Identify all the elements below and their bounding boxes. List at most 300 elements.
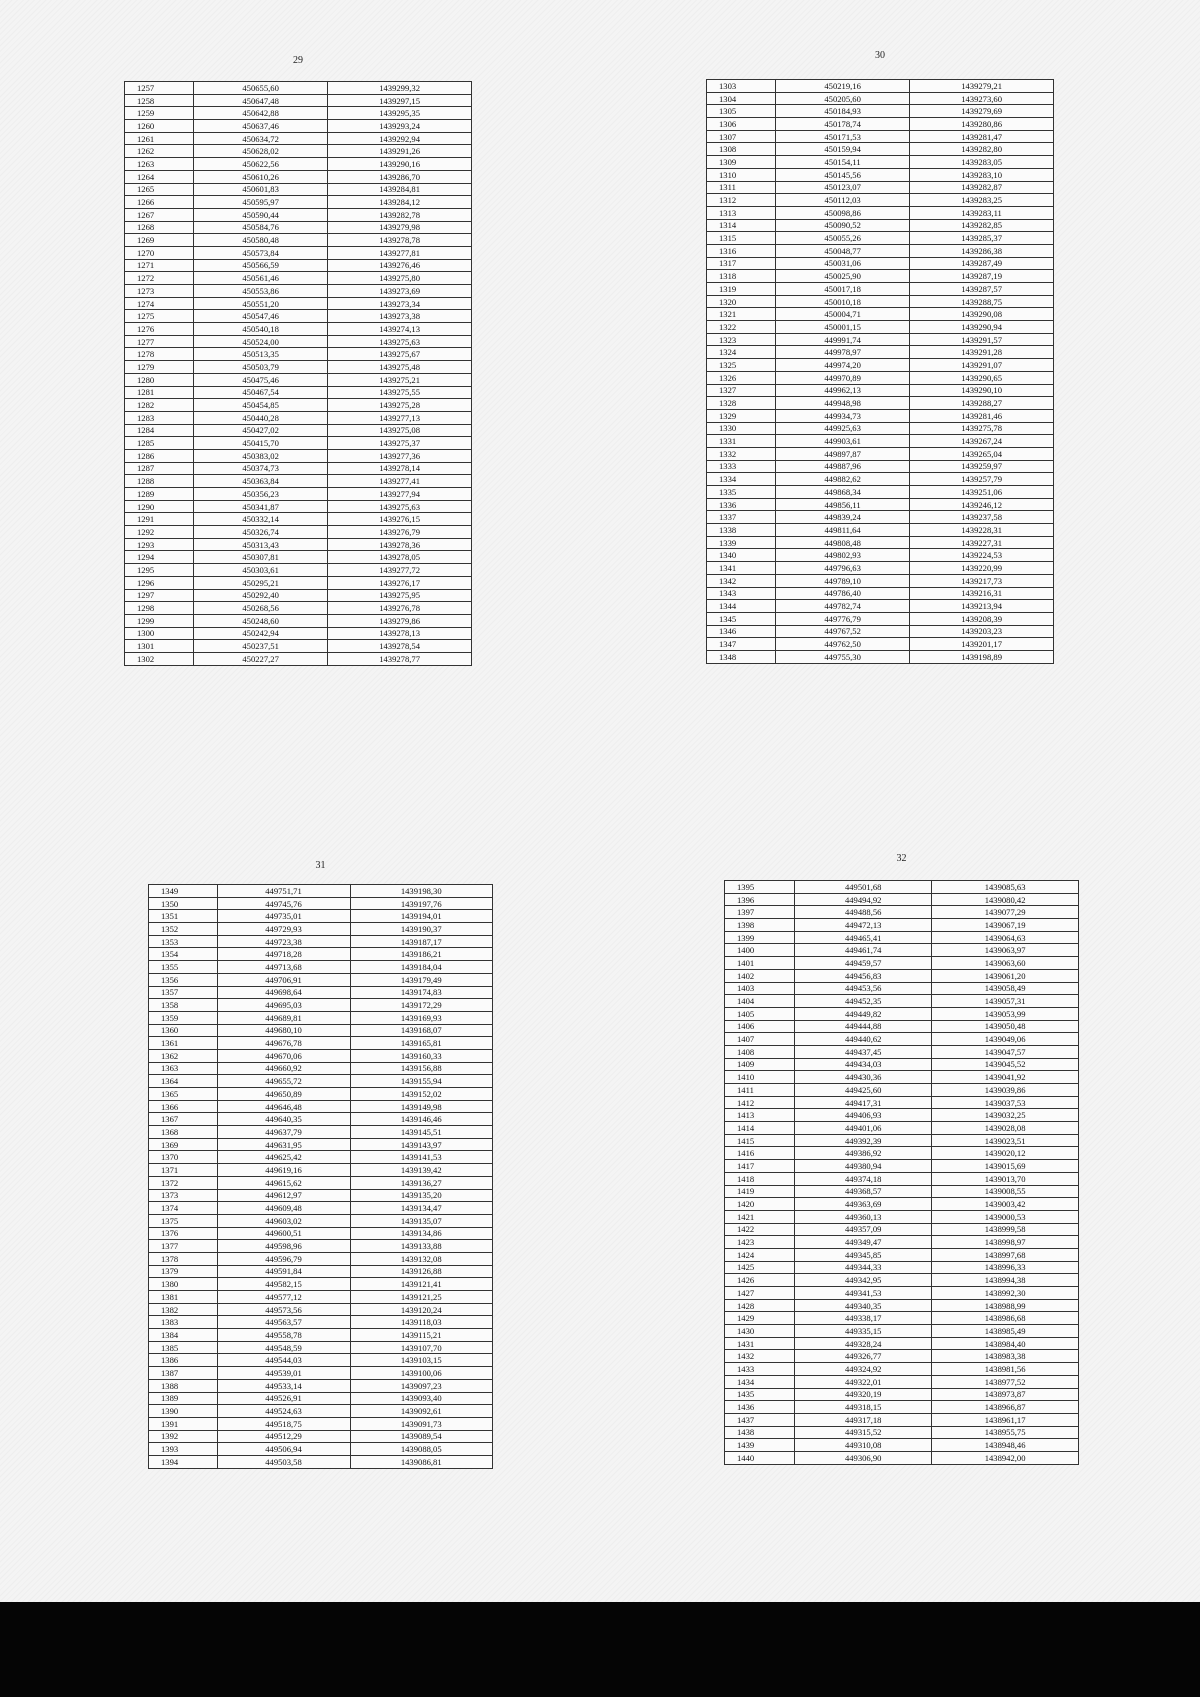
y-coordinate-cell: 1439290,16 xyxy=(328,158,472,171)
point-number-cell: 1351 xyxy=(149,910,218,923)
table-row xyxy=(149,1049,493,1062)
y-coordinate-cell: 1438981,56 xyxy=(932,1363,1079,1376)
x-coordinate-cell: 449452,35 xyxy=(795,995,932,1008)
point-number-cell: 1430 xyxy=(725,1325,795,1338)
y-coordinate-cell: 1439275,28 xyxy=(328,399,472,412)
y-coordinate-cell: 1439013,70 xyxy=(932,1172,1079,1185)
table-row xyxy=(725,1210,1079,1223)
y-coordinate-cell: 1439279,98 xyxy=(328,221,472,234)
x-coordinate-cell: 449318,15 xyxy=(795,1401,932,1414)
y-coordinate-cell: 1439278,05 xyxy=(328,551,472,564)
x-coordinate-cell: 449461,74 xyxy=(795,944,932,957)
point-number-cell: 1435 xyxy=(725,1388,795,1401)
y-coordinate-cell: 1439286,70 xyxy=(328,170,472,183)
point-number-cell: 1275 xyxy=(125,310,194,323)
point-number-cell: 1432 xyxy=(725,1350,795,1363)
y-coordinate-cell: 1439220,99 xyxy=(910,562,1054,575)
point-number-cell: 1375 xyxy=(149,1214,218,1227)
table-row xyxy=(725,1439,1079,1452)
table-row xyxy=(125,132,472,145)
point-number-cell: 1358 xyxy=(149,999,218,1012)
x-coordinate-cell: 450415,70 xyxy=(194,437,328,450)
x-coordinate-cell: 450303,61 xyxy=(194,564,328,577)
y-coordinate-cell: 1439277,13 xyxy=(328,411,472,424)
x-coordinate-cell: 449494,92 xyxy=(795,893,932,906)
y-coordinate-cell: 1439097,23 xyxy=(350,1379,493,1392)
point-number-cell: 1415 xyxy=(725,1134,795,1147)
table-row xyxy=(149,1455,493,1468)
y-coordinate-cell: 1439000,53 xyxy=(932,1210,1079,1223)
y-coordinate-cell: 1439085,63 xyxy=(932,881,1079,894)
point-number-cell: 1374 xyxy=(149,1202,218,1215)
point-number-cell: 1310 xyxy=(707,168,776,181)
x-coordinate-cell: 449811,64 xyxy=(776,524,910,537)
table-row xyxy=(725,1261,1079,1274)
point-number-cell: 1372 xyxy=(149,1176,218,1189)
point-number-cell: 1391 xyxy=(149,1417,218,1430)
table-row xyxy=(725,1426,1079,1439)
y-coordinate-cell: 1439277,81 xyxy=(328,246,472,259)
x-coordinate-cell: 450145,56 xyxy=(776,168,910,181)
point-number-cell: 1311 xyxy=(707,181,776,194)
point-number-cell: 1378 xyxy=(149,1252,218,1265)
scan-border-bottom xyxy=(0,1602,1200,1697)
y-coordinate-cell: 1439115,21 xyxy=(350,1329,493,1342)
y-coordinate-cell: 1439274,13 xyxy=(328,323,472,336)
point-number-cell: 1298 xyxy=(125,602,194,615)
point-number-cell: 1400 xyxy=(725,944,795,957)
x-coordinate-cell: 449344,33 xyxy=(795,1261,932,1274)
point-number-cell: 1329 xyxy=(707,409,776,422)
x-coordinate-cell: 449437,45 xyxy=(795,1045,932,1058)
table-row xyxy=(149,1316,493,1329)
y-coordinate-cell: 1439237,58 xyxy=(910,511,1054,524)
point-number-cell: 1295 xyxy=(125,564,194,577)
y-coordinate-cell: 1439092,61 xyxy=(350,1405,493,1418)
y-coordinate-cell: 1439277,36 xyxy=(328,449,472,462)
point-number-cell: 1318 xyxy=(707,270,776,283)
x-coordinate-cell: 450513,35 xyxy=(194,348,328,361)
coordinates-table xyxy=(724,880,1079,1465)
table-row xyxy=(125,120,472,133)
point-number-cell: 1409 xyxy=(725,1058,795,1071)
table-row xyxy=(707,549,1054,562)
table-row xyxy=(149,1037,493,1050)
point-number-cell: 1376 xyxy=(149,1227,218,1240)
x-coordinate-cell: 450427,02 xyxy=(194,424,328,437)
x-coordinate-cell: 449380,94 xyxy=(795,1160,932,1173)
y-coordinate-cell: 1439089,54 xyxy=(350,1430,493,1443)
point-number-cell: 1285 xyxy=(125,437,194,450)
table-row xyxy=(707,156,1054,169)
table-row xyxy=(125,170,472,183)
y-coordinate-cell: 1439288,75 xyxy=(910,295,1054,308)
x-coordinate-cell: 450637,46 xyxy=(194,120,328,133)
point-number-cell: 1271 xyxy=(125,259,194,272)
point-number-cell: 1425 xyxy=(725,1261,795,1274)
y-coordinate-cell: 1439023,51 xyxy=(932,1134,1079,1147)
y-coordinate-cell: 1439149,98 xyxy=(350,1100,493,1113)
table-row xyxy=(125,462,472,475)
y-coordinate-cell: 1439198,30 xyxy=(350,885,493,898)
y-coordinate-cell: 1439291,07 xyxy=(910,359,1054,372)
y-coordinate-cell: 1439297,15 xyxy=(328,94,472,107)
point-number-cell: 1268 xyxy=(125,221,194,234)
y-coordinate-cell: 1439100,06 xyxy=(350,1367,493,1380)
table-row xyxy=(125,399,472,412)
table-row xyxy=(149,897,493,910)
y-coordinate-cell: 1439118,03 xyxy=(350,1316,493,1329)
table-row xyxy=(707,270,1054,283)
point-number-cell: 1282 xyxy=(125,399,194,412)
table-row xyxy=(149,1291,493,1304)
point-number-cell: 1413 xyxy=(725,1109,795,1122)
x-coordinate-cell: 449600,51 xyxy=(217,1227,350,1240)
table-row xyxy=(149,1329,493,1342)
table-row xyxy=(725,995,1079,1008)
point-number-cell: 1405 xyxy=(725,1007,795,1020)
x-coordinate-cell: 449796,63 xyxy=(776,562,910,575)
y-coordinate-cell: 1439276,15 xyxy=(328,513,472,526)
y-coordinate-cell: 1439287,49 xyxy=(910,257,1054,270)
x-coordinate-cell: 449524,63 xyxy=(217,1405,350,1418)
table-row xyxy=(707,181,1054,194)
point-number-cell: 1327 xyxy=(707,384,776,397)
table-row xyxy=(725,1020,1079,1033)
point-number-cell: 1388 xyxy=(149,1379,218,1392)
point-number-cell: 1266 xyxy=(125,196,194,209)
point-number-cell: 1342 xyxy=(707,574,776,587)
table-row xyxy=(149,986,493,999)
y-coordinate-cell: 1439132,08 xyxy=(350,1252,493,1265)
x-coordinate-cell: 450503,79 xyxy=(194,361,328,374)
x-coordinate-cell: 449640,35 xyxy=(217,1113,350,1126)
x-coordinate-cell: 449619,16 xyxy=(217,1164,350,1177)
point-number-cell: 1410 xyxy=(725,1071,795,1084)
point-number-cell: 1313 xyxy=(707,206,776,219)
point-number-cell: 1406 xyxy=(725,1020,795,1033)
point-number-cell: 1274 xyxy=(125,297,194,310)
x-coordinate-cell: 450610,26 xyxy=(194,170,328,183)
point-number-cell: 1301 xyxy=(125,640,194,653)
x-coordinate-cell: 449991,74 xyxy=(776,333,910,346)
point-number-cell: 1408 xyxy=(725,1045,795,1058)
x-coordinate-cell: 449363,69 xyxy=(795,1198,932,1211)
x-coordinate-cell: 449425,60 xyxy=(795,1084,932,1097)
table-row xyxy=(725,1198,1079,1211)
x-coordinate-cell: 449430,36 xyxy=(795,1071,932,1084)
table-row xyxy=(725,1274,1079,1287)
x-coordinate-cell: 450219,16 xyxy=(776,80,910,93)
coordinates-table xyxy=(706,79,1054,664)
x-coordinate-cell: 450010,18 xyxy=(776,295,910,308)
point-number-cell: 1362 xyxy=(149,1049,218,1062)
y-coordinate-cell: 1438999,58 xyxy=(932,1223,1079,1236)
x-coordinate-cell: 450628,02 xyxy=(194,145,328,158)
y-coordinate-cell: 1439285,37 xyxy=(910,232,1054,245)
table-row xyxy=(125,488,472,501)
table-row xyxy=(707,371,1054,384)
point-number-cell: 1280 xyxy=(125,373,194,386)
table-row xyxy=(125,107,472,120)
point-number-cell: 1360 xyxy=(149,1024,218,1037)
x-coordinate-cell: 449625,42 xyxy=(217,1151,350,1164)
point-number-cell: 1276 xyxy=(125,323,194,336)
y-coordinate-cell: 1439286,38 xyxy=(910,244,1054,257)
point-number-cell: 1291 xyxy=(125,513,194,526)
point-number-cell: 1269 xyxy=(125,234,194,247)
x-coordinate-cell: 450178,74 xyxy=(776,118,910,131)
x-coordinate-cell: 449612,97 xyxy=(217,1189,350,1202)
y-coordinate-cell: 1438973,87 xyxy=(932,1388,1079,1401)
y-coordinate-cell: 1438961,17 xyxy=(932,1413,1079,1426)
point-number-cell: 1262 xyxy=(125,145,194,158)
point-number-cell: 1352 xyxy=(149,923,218,936)
y-coordinate-cell: 1439037,53 xyxy=(932,1096,1079,1109)
x-coordinate-cell: 449401,06 xyxy=(795,1122,932,1135)
point-number-cell: 1300 xyxy=(125,627,194,640)
x-coordinate-cell: 450383,02 xyxy=(194,449,328,462)
y-coordinate-cell: 1439224,53 xyxy=(910,549,1054,562)
table-row xyxy=(707,130,1054,143)
x-coordinate-cell: 449856,11 xyxy=(776,498,910,511)
point-number-cell: 1281 xyxy=(125,386,194,399)
y-coordinate-cell: 1439160,33 xyxy=(350,1049,493,1062)
table-row xyxy=(149,935,493,948)
table-row xyxy=(725,1007,1079,1020)
y-coordinate-cell: 1438977,52 xyxy=(932,1375,1079,1388)
point-number-cell: 1407 xyxy=(725,1033,795,1046)
x-coordinate-cell: 449582,15 xyxy=(217,1278,350,1291)
table-row xyxy=(725,1122,1079,1135)
y-coordinate-cell: 1438986,68 xyxy=(932,1312,1079,1325)
x-coordinate-cell: 450292,40 xyxy=(194,589,328,602)
point-number-cell: 1402 xyxy=(725,969,795,982)
point-number-cell: 1326 xyxy=(707,371,776,384)
table-row xyxy=(707,333,1054,346)
y-coordinate-cell: 1439275,63 xyxy=(328,335,472,348)
x-coordinate-cell: 449925,63 xyxy=(776,422,910,435)
point-number-cell: 1296 xyxy=(125,576,194,589)
x-coordinate-cell: 450248,60 xyxy=(194,614,328,627)
table-row xyxy=(707,587,1054,600)
point-number-cell: 1419 xyxy=(725,1185,795,1198)
point-number-cell: 1367 xyxy=(149,1113,218,1126)
y-coordinate-cell: 1439227,31 xyxy=(910,536,1054,549)
table-row xyxy=(707,498,1054,511)
x-coordinate-cell: 450184,93 xyxy=(776,105,910,118)
x-coordinate-cell: 449762,50 xyxy=(776,638,910,651)
point-number-cell: 1290 xyxy=(125,500,194,513)
point-number-cell: 1411 xyxy=(725,1084,795,1097)
point-number-cell: 1421 xyxy=(725,1210,795,1223)
x-coordinate-cell: 449544,03 xyxy=(217,1354,350,1367)
point-number-cell: 1294 xyxy=(125,551,194,564)
y-coordinate-cell: 1439041,92 xyxy=(932,1071,1079,1084)
y-coordinate-cell: 1439259,97 xyxy=(910,460,1054,473)
point-number-cell: 1321 xyxy=(707,308,776,321)
point-number-cell: 1277 xyxy=(125,335,194,348)
table-row xyxy=(707,168,1054,181)
point-number-cell: 1440 xyxy=(725,1451,795,1464)
point-number-cell: 1260 xyxy=(125,120,194,133)
x-coordinate-cell: 450580,48 xyxy=(194,234,328,247)
table-row xyxy=(725,1071,1079,1084)
y-coordinate-cell: 1439275,80 xyxy=(328,272,472,285)
y-coordinate-cell: 1439279,86 xyxy=(328,614,472,627)
point-number-cell: 1429 xyxy=(725,1312,795,1325)
x-coordinate-cell: 449631,95 xyxy=(217,1138,350,1151)
x-coordinate-cell: 449453,56 xyxy=(795,982,932,995)
x-coordinate-cell: 450025,90 xyxy=(776,270,910,283)
point-number-cell: 1309 xyxy=(707,156,776,169)
table-row xyxy=(149,1443,493,1456)
x-coordinate-cell: 449345,85 xyxy=(795,1248,932,1261)
y-coordinate-cell: 1439015,69 xyxy=(932,1160,1079,1173)
y-coordinate-cell: 1439280,86 xyxy=(910,118,1054,131)
x-coordinate-cell: 450475,46 xyxy=(194,373,328,386)
y-coordinate-cell: 1439267,24 xyxy=(910,435,1054,448)
table-row xyxy=(149,1126,493,1139)
y-coordinate-cell: 1439257,79 xyxy=(910,473,1054,486)
point-number-cell: 1373 xyxy=(149,1189,218,1202)
x-coordinate-cell: 449670,06 xyxy=(217,1049,350,1062)
x-coordinate-cell: 450098,86 xyxy=(776,206,910,219)
table-row xyxy=(707,612,1054,625)
x-coordinate-cell: 449782,74 xyxy=(776,600,910,613)
y-coordinate-cell: 1439281,47 xyxy=(910,130,1054,143)
x-coordinate-cell: 449518,75 xyxy=(217,1417,350,1430)
x-coordinate-cell: 449789,10 xyxy=(776,574,910,587)
x-coordinate-cell: 449729,93 xyxy=(217,923,350,936)
y-coordinate-cell: 1439039,86 xyxy=(932,1084,1079,1097)
x-coordinate-cell: 450307,81 xyxy=(194,551,328,564)
point-number-cell: 1412 xyxy=(725,1096,795,1109)
table-row xyxy=(707,447,1054,460)
table-row xyxy=(125,196,472,209)
point-number-cell: 1401 xyxy=(725,957,795,970)
point-number-cell: 1428 xyxy=(725,1299,795,1312)
table-row xyxy=(707,346,1054,359)
point-number-cell: 1332 xyxy=(707,447,776,460)
y-coordinate-cell: 1439213,94 xyxy=(910,600,1054,613)
y-coordinate-cell: 1439143,97 xyxy=(350,1138,493,1151)
y-coordinate-cell: 1439146,46 xyxy=(350,1113,493,1126)
table-row xyxy=(707,511,1054,524)
y-coordinate-cell: 1439194,01 xyxy=(350,910,493,923)
table-row xyxy=(125,348,472,361)
table-row xyxy=(149,1088,493,1101)
y-coordinate-cell: 1439088,05 xyxy=(350,1443,493,1456)
table-row xyxy=(125,640,472,653)
y-coordinate-cell: 1439077,29 xyxy=(932,906,1079,919)
point-number-cell: 1333 xyxy=(707,460,776,473)
point-number-cell: 1422 xyxy=(725,1223,795,1236)
x-coordinate-cell: 450154,11 xyxy=(776,156,910,169)
point-number-cell: 1348 xyxy=(707,650,776,663)
y-coordinate-cell: 1439126,88 xyxy=(350,1265,493,1278)
table-row xyxy=(149,1265,493,1278)
point-number-cell: 1355 xyxy=(149,961,218,974)
point-number-cell: 1259 xyxy=(125,107,194,120)
y-coordinate-cell: 1439064,63 xyxy=(932,931,1079,944)
table-row xyxy=(707,321,1054,334)
x-coordinate-cell: 450590,44 xyxy=(194,208,328,221)
point-number-cell: 1289 xyxy=(125,488,194,501)
x-coordinate-cell: 450524,00 xyxy=(194,335,328,348)
y-coordinate-cell: 1439050,48 xyxy=(932,1020,1079,1033)
x-coordinate-cell: 449802,93 xyxy=(776,549,910,562)
table-row xyxy=(725,1160,1079,1173)
point-number-cell: 1324 xyxy=(707,346,776,359)
x-coordinate-cell: 450553,86 xyxy=(194,285,328,298)
point-number-cell: 1344 xyxy=(707,600,776,613)
x-coordinate-cell: 449360,13 xyxy=(795,1210,932,1223)
point-number-cell: 1343 xyxy=(707,587,776,600)
x-coordinate-cell: 449660,92 xyxy=(217,1062,350,1075)
point-number-cell: 1314 xyxy=(707,219,776,232)
y-coordinate-cell: 1439168,07 xyxy=(350,1024,493,1037)
table-row xyxy=(125,564,472,577)
table-row xyxy=(149,999,493,1012)
table-row xyxy=(149,961,493,974)
table-row xyxy=(725,1147,1079,1160)
x-coordinate-cell: 449338,17 xyxy=(795,1312,932,1325)
table-row xyxy=(149,1379,493,1392)
point-number-cell: 1437 xyxy=(725,1413,795,1426)
point-number-cell: 1341 xyxy=(707,562,776,575)
x-coordinate-cell: 449357,09 xyxy=(795,1223,932,1236)
x-coordinate-cell: 449317,18 xyxy=(795,1413,932,1426)
y-coordinate-cell: 1439292,94 xyxy=(328,132,472,145)
point-number-cell: 1379 xyxy=(149,1265,218,1278)
x-coordinate-cell: 450356,23 xyxy=(194,488,328,501)
point-number-cell: 1330 xyxy=(707,422,776,435)
table-row xyxy=(149,1430,493,1443)
x-coordinate-cell: 449615,62 xyxy=(217,1176,350,1189)
point-number-cell: 1267 xyxy=(125,208,194,221)
table-row xyxy=(125,183,472,196)
y-coordinate-cell: 1438966,87 xyxy=(932,1401,1079,1414)
x-coordinate-cell: 449335,15 xyxy=(795,1325,932,1338)
x-coordinate-cell: 449776,79 xyxy=(776,612,910,625)
table-row xyxy=(707,562,1054,575)
table-row xyxy=(725,893,1079,906)
table-row xyxy=(125,234,472,247)
table-row xyxy=(125,411,472,424)
x-coordinate-cell: 449465,41 xyxy=(795,931,932,944)
table-row xyxy=(707,384,1054,397)
point-number-cell: 1369 xyxy=(149,1138,218,1151)
y-coordinate-cell: 1439217,73 xyxy=(910,574,1054,587)
page-29 xyxy=(124,55,472,785)
table-row xyxy=(125,285,472,298)
table-row xyxy=(725,1172,1079,1185)
x-coordinate-cell: 449326,77 xyxy=(795,1350,932,1363)
point-number-cell: 1340 xyxy=(707,549,776,562)
y-coordinate-cell: 1439276,79 xyxy=(328,526,472,539)
y-coordinate-cell: 1439276,46 xyxy=(328,259,472,272)
x-coordinate-cell: 450004,71 xyxy=(776,308,910,321)
y-coordinate-cell: 1439080,42 xyxy=(932,893,1079,906)
table-row xyxy=(125,158,472,171)
y-coordinate-cell: 1439165,81 xyxy=(350,1037,493,1050)
y-coordinate-cell: 1439134,47 xyxy=(350,1202,493,1215)
point-number-cell: 1346 xyxy=(707,625,776,638)
x-coordinate-cell: 450242,94 xyxy=(194,627,328,640)
x-coordinate-cell: 449882,62 xyxy=(776,473,910,486)
table-row xyxy=(125,614,472,627)
